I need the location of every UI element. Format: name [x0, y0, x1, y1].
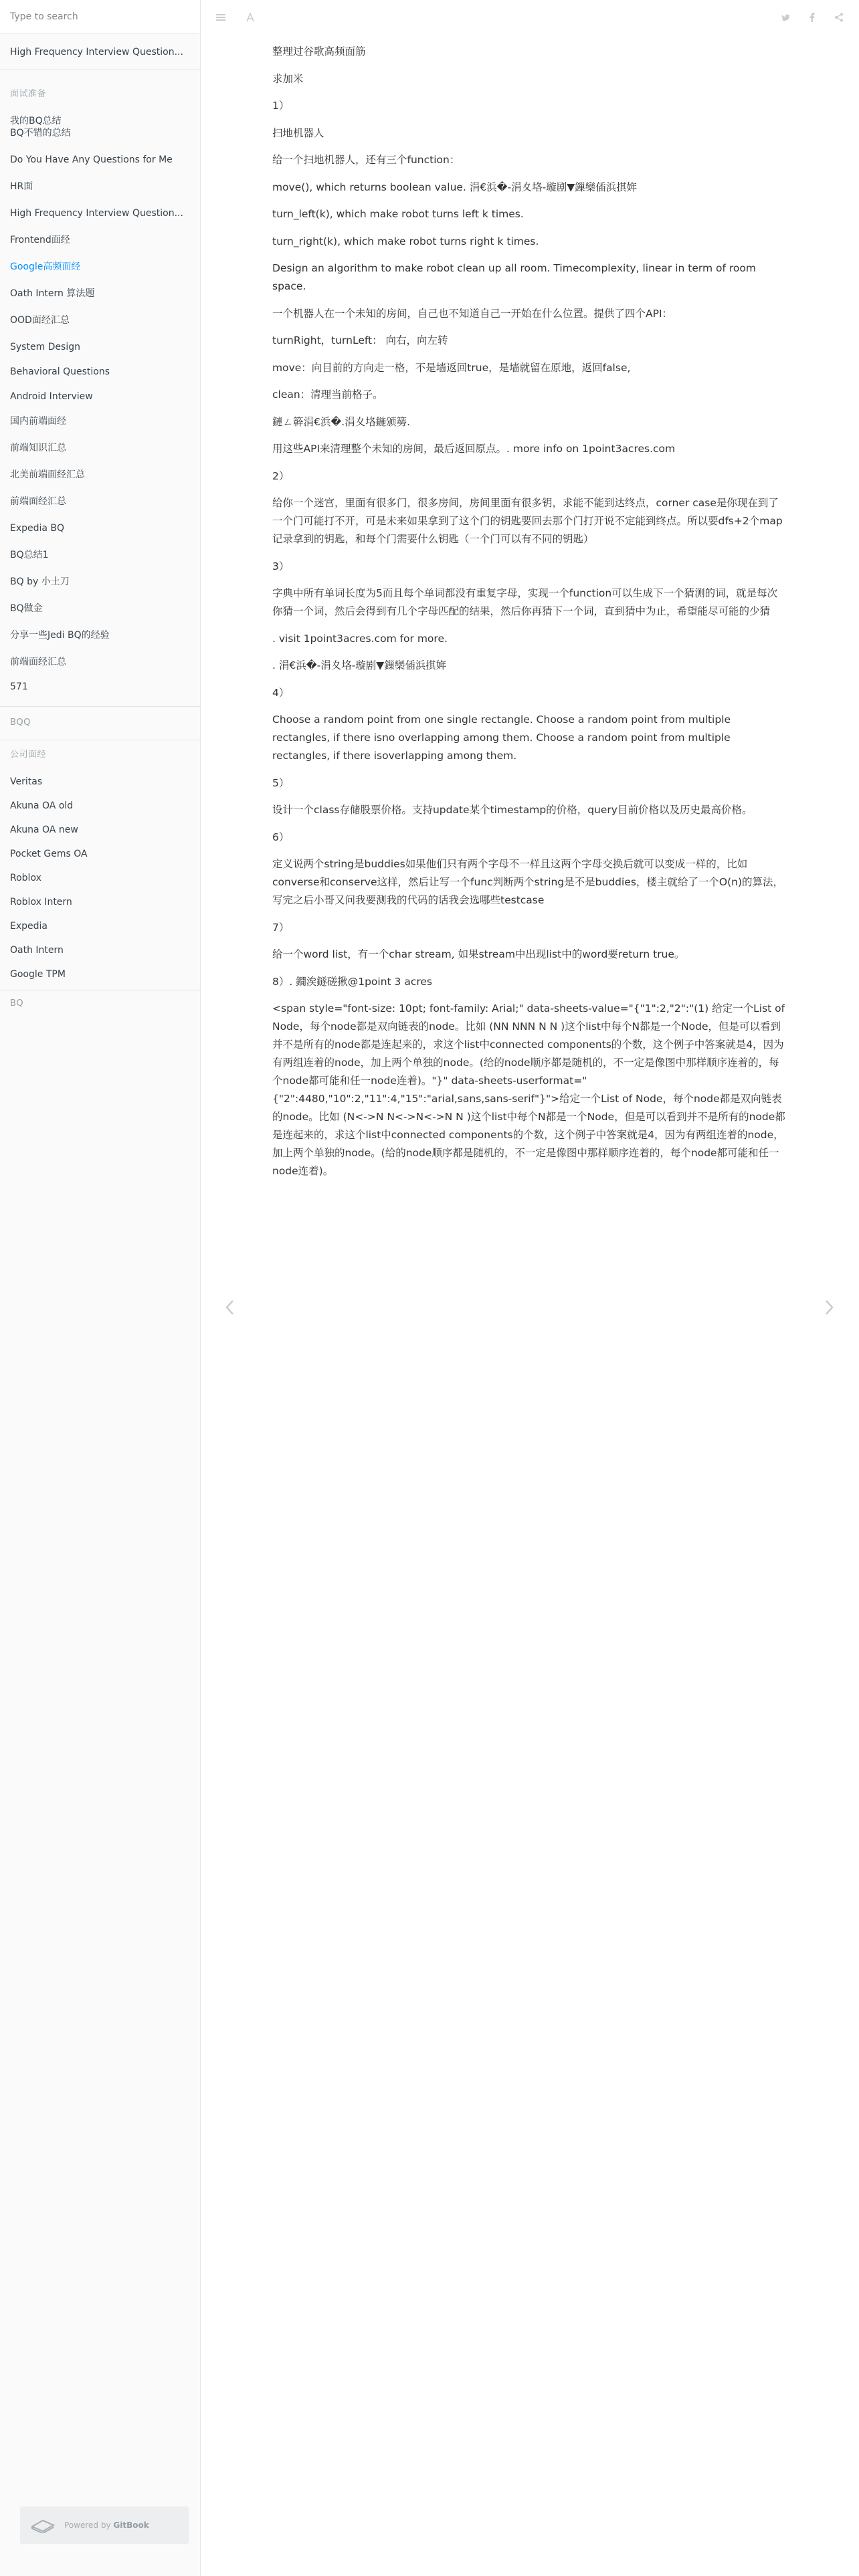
sidebar-section-header: 面试准备 [10, 89, 47, 99]
sidebar-item[interactable]: Behavioral Questions [10, 366, 110, 377]
sidebar-item[interactable]: Veritas [10, 776, 43, 787]
content-paragraph: 8）. 鐗涘鐩磋揪@1point 3 acres [272, 975, 432, 988]
sidebar-item[interactable]: Google TPM [10, 969, 66, 980]
sidebar-list [0, 115, 201, 693]
sidebar-item[interactable]: 前端知识汇总 [10, 443, 66, 453]
sidebar-list [0, 776, 201, 980]
toggle-sidebar-icon[interactable] [214, 11, 227, 24]
sidebar-item[interactable]: Akuna OA new [10, 825, 78, 835]
content-paragraph: 4） [272, 686, 290, 699]
content-paragraph: <span style="font-size: 10pt; font-family: Arial;" data-sheets-value="{"1":2,"2":"(1) 给定一个List of Node，每个node都是双向链表的node。比如 (NN NNN N N )这个list中每个N都是一个Node，但是可以看到并不是所有的node都是连起来的，求这个list中connected components的个数，这个例子中答案就是4，因为有两组连着的node，加上两个单独的node。(给的node顺序都是随机的，不一定是像图中那样顺序连着的，每个node都可能和任一node连着)。"}" data-sheets-userformat="{"2":4480,"10":2,"11":4,"15":"arial,sans,sans-serif"}">给定一个List of Node，每个node都是双向链表的node。比如 (N<->N N<->N<->N N )这个list中每个N都是一个Node，但是可以看到并不是所有的node都是连起来的，求这个list中connected components的个数，这个例子中答案就是4，因为有两组连着的node，加上两个单独的node。(给的node顺序都是随机的，不一定是像图中那样顺序连着的，每个node都可能和任一node连着)。 [272, 1002, 785, 1177]
content-paragraph: 整理过谷歌高频面筋 [272, 45, 366, 58]
content-paragraph: 6） [272, 831, 290, 843]
sidebar-item[interactable]: 国内前端面经 [10, 416, 66, 427]
sidebar-item[interactable]: Frontend面经 [10, 235, 70, 245]
sidebar-item[interactable]: Expedia [10, 921, 47, 932]
search-input[interactable] [10, 11, 190, 22]
sidebar-item[interactable]: BQ做金 [10, 603, 43, 614]
content-paragraph: move：向目前的方向走一格，不是墙返回true，是墙就留在原地，返回false, [272, 361, 631, 374]
gitbook-logo-icon [31, 2517, 55, 2533]
content-paragraph: 字典中所有单词长度为5而且每个单词都没有重复字母，实现一个function可以生成下一个猜测的词，就是每次你猜一个词，然后会得到有几个字母匹配的结果，然后你再猜下一个词，直到猜中为止，希望能尽可能的少猜 [272, 587, 778, 617]
sidebar-item[interactable]: 571 [10, 681, 28, 692]
sidebar-section-prep [0, 88, 201, 693]
content-paragraph: . visit 1point3acres.com for more. [272, 632, 448, 645]
sidebar-section-header: 公司面经 [10, 750, 47, 760]
sidebar-item[interactable]: 我的BQ总结 [10, 116, 62, 126]
next-page-arrow-icon[interactable] [819, 1294, 839, 1321]
sidebar-item[interactable]: Google高频面经 [10, 261, 81, 272]
content-paragraph: 鏈ㄥ簳涓€浜�.涓夊垎鍦颁簩. [272, 415, 411, 428]
sidebar-item-top[interactable]: High Frequency Interview Question... [10, 47, 183, 58]
sidebar-top [0, 44, 201, 60]
previous-page-arrow-icon[interactable] [220, 1294, 240, 1321]
sidebar-item[interactable]: System Design [10, 342, 80, 352]
content-paragraph: clean：清理当前格子。 [272, 389, 383, 401]
content-paragraph: . 涓€浜�-涓夊垎-璇剧▼鏁欒偛浜掑姩 [272, 659, 447, 671]
content-paragraph: turn_right(k), which make robot turns right k times. [272, 235, 539, 247]
share-icon[interactable] [832, 11, 846, 24]
sidebar-item[interactable]: Android Interview [10, 391, 93, 402]
sidebar [0, 0, 201, 2576]
sidebar-item[interactable]: 北美前端面经汇总 [10, 469, 85, 480]
content-paragraph: 求加米 [272, 72, 304, 85]
content-paragraph: move(), which returns boolean value. 涓€浜�-涓夊垎-璇剧▼鏁欒偛浜掑姩 [272, 181, 638, 193]
content-paragraph: 用这些API来清理整个未知的房间，最后返回原点。. more info on 1point3acres.com [272, 443, 676, 455]
sidebar-item[interactable]: HR面 [10, 181, 33, 192]
content-paragraph: 5） [272, 776, 290, 789]
sidebar-item[interactable]: BQ不错的总结 [10, 128, 71, 138]
content-paragraph: 设计一个class存储股票价格。支持update某个timestamp的价格，query目前价格以及历史最高价格。 [272, 804, 753, 816]
content-paragraph: 3） [272, 560, 290, 572]
facebook-icon[interactable] [805, 11, 819, 24]
content-paragraph: 给一个word list，有一个char stream, 如果stream中出现list中的word要return true。 [272, 948, 685, 960]
twitter-icon[interactable] [779, 11, 793, 24]
content-paragraph: 7） [272, 921, 290, 934]
content-paragraph: 给你一个迷宫，里面有很多门，很多房间，房间里面有很多钥，求能不能到达终点，corner case是你现在到了一个门可能打不开，可是未来如果拿到了这个门的钥匙要回去那个门打开说不定能到终点。所以要dfs+2个map记录拿到的钥匙，和每个门需要什么钥匙（一个门可以有不同的钥匙） [272, 497, 783, 545]
sidebar-item[interactable]: 分享一些Jedi BQ的经验 [10, 630, 110, 641]
sidebar-item[interactable]: High Frequency Interview Question... [10, 208, 183, 219]
sidebar-item[interactable]: Oath Intern 算法题 [10, 288, 95, 299]
content-paragraph: 定义说两个string是buddies如果他们只有两个字母不一样且这两个字母交换后就可以变成一样的，比如converse和conserve这样，然后让写一个func判断两个string是不是buddies，楼主就给了一个O(n)的算法，写完之后小哥又问我要测我的代码的话我会选哪些testcase [272, 858, 784, 906]
sidebar-item[interactable]: 前端面经汇总 [10, 496, 66, 507]
sidebar-item[interactable]: Akuna OA old [10, 800, 74, 811]
sidebar-section-companies [0, 749, 201, 980]
content-paragraph: 给一个扫地机器人，还有三个function： [272, 154, 460, 166]
sidebar-item[interactable]: BQ by 小土刀 [10, 576, 70, 587]
sidebar-item[interactable]: OOD面经汇总 [10, 315, 70, 326]
sidebar-section-header: BQQ [10, 718, 31, 728]
content-paragraph: Choose a random point from one single rectangle. Choose a random point from multiple rectangles, if there isno overlapping among them. Choose a random point from multiple rectangles, if there isoverlapping among them. [272, 714, 731, 762]
sidebar-item[interactable]: Expedia BQ [10, 523, 65, 534]
sidebar-section-header: BQ [10, 998, 24, 1008]
sidebar-item[interactable]: Do You Have Any Questions for Me [10, 154, 173, 165]
page-content [272, 43, 787, 1190]
powered-by-gitbook[interactable] [20, 2506, 189, 2544]
powered-by-text: Powered by GitBook [64, 2520, 149, 2530]
sidebar-item[interactable]: Oath Intern [10, 945, 64, 956]
content-paragraph: turnRight，turnLeft： 向右，向左转 [272, 334, 448, 346]
content-paragraph: 1） [272, 100, 290, 112]
content-paragraph: 2） [272, 469, 290, 482]
content-paragraph: 扫地机器人 [272, 126, 324, 139]
search-box [0, 0, 200, 33]
font-settings-icon[interactable] [244, 11, 257, 24]
content-paragraph: turn_left(k), which make robot turns left k times. [272, 208, 524, 220]
sidebar-divider [0, 706, 201, 707]
sidebar-item[interactable]: Pocket Gems OA [10, 849, 88, 859]
sidebar-item[interactable]: 前端面经汇总 [10, 657, 66, 667]
content-paragraph: Design an algorithm to make robot clean up all room. Timecomplexity, linear in term of room space. [272, 262, 756, 292]
sidebar-item[interactable]: Roblox [10, 873, 41, 883]
content-paragraph: 一个机器人在一个未知的房间，自己也不知道自己一开始在什么位置。提供了四个API： [272, 307, 673, 320]
sidebar-item[interactable]: Roblox Intern [10, 897, 72, 907]
sidebar-item[interactable]: BQ总结1 [10, 550, 49, 560]
